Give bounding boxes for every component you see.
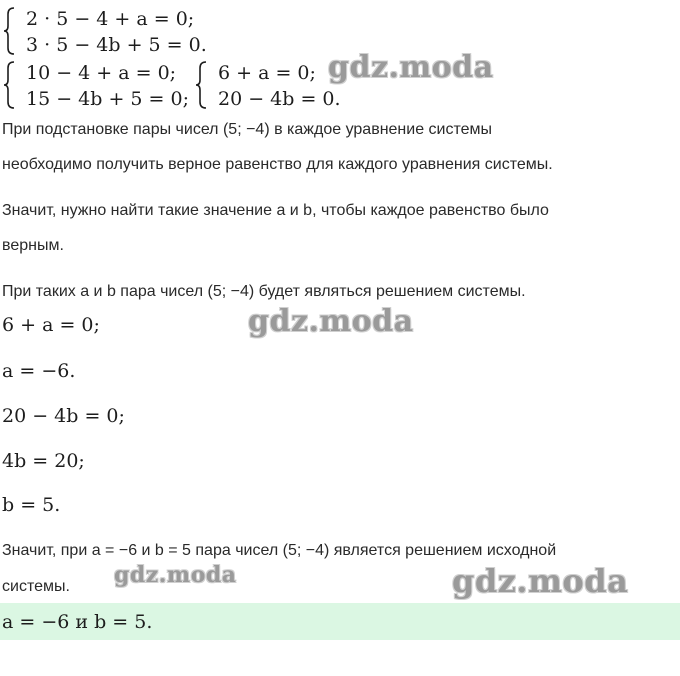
paragraph-2-line-2: верным.: [2, 237, 64, 254]
system-brace-3: [194, 60, 208, 110]
watermark-2: gdz.moda: [248, 304, 414, 339]
step-5: b = 5.: [2, 494, 61, 516]
paragraph-4-line-2: системы.: [2, 578, 70, 595]
system2-eq2: 15 − 4b + 5 = 0;: [26, 88, 190, 110]
system3-eq2: 20 − 4b = 0.: [218, 88, 341, 110]
paragraph-4-line-1: Значит, при a = −6 и b = 5 пара чисел (5; −4) является решением исходной: [2, 542, 557, 559]
watermark-4: gdz.moda: [452, 562, 629, 600]
system1-eq2: 3 · 5 − 4b + 5 = 0.: [26, 34, 207, 56]
system-brace-2: [2, 60, 16, 110]
paragraph-2-line-1: Значит, нужно найти такие значение a и b, чтобы каждое равенство было: [2, 202, 549, 219]
step-4: 4b = 20;: [2, 450, 85, 472]
step-1: 6 + a = 0;: [2, 314, 100, 336]
watermark-3: gdz.moda: [114, 562, 237, 588]
system1-eq1: 2 · 5 − 4 + a = 0;: [26, 8, 195, 30]
paragraph-1-line-2: необходимо получить верное равенство для каждого уравнения системы.: [2, 156, 553, 173]
system3-eq1: 6 + a = 0;: [218, 62, 316, 84]
watermark-1: gdz.moda: [328, 50, 494, 85]
system2-eq1: 10 − 4 + a = 0;: [26, 62, 177, 84]
paragraph-1-line-1: При подстановке пары чисел (5; −4) в каждое уравнение системы: [2, 121, 493, 138]
step-2: a = −6.: [2, 360, 76, 382]
paragraph-3: При таких a и b пара чисел (5; −4) будет являться решением системы.: [2, 283, 526, 300]
system-brace-1: [2, 6, 16, 56]
step-3: 20 − 4b = 0;: [2, 405, 125, 427]
answer-text: a = −6 и b = 5.: [2, 611, 153, 633]
